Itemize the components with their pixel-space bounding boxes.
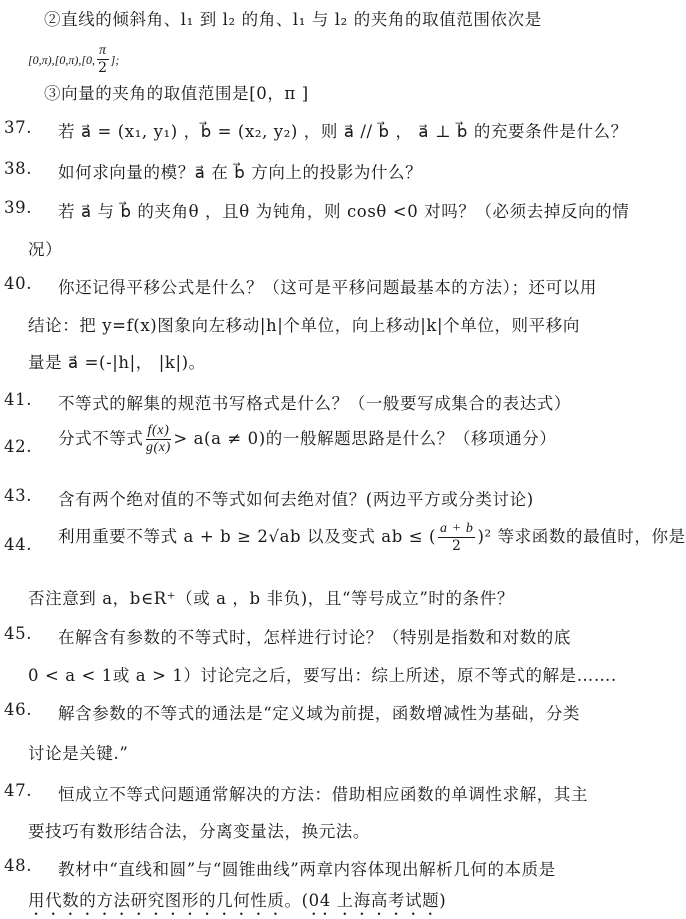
item-40-continued-2: 量是 a⃗ =(-|h|， |k|)。 <box>28 353 206 372</box>
fraction-pi-over-2: $\frac{\pi}{2}$ <box>98 43 108 76</box>
line-interval-values: [0,π),[0,π),[0, $\frac{\pi}{2}$ ]; <box>28 43 120 76</box>
item-40-continued-1: 结论：把 y=f(x)图象向左移动|h|个单位，向上移动|k|个单位，则平移向 <box>28 316 580 335</box>
document-page: ②直线的倾斜角、l₁ 到 l₂ 的角、l₁ 与 l₂ 的夹角的取值范围依次是 [0,π),[0,π),[0, $\frac{\pi}{2}$ ]; ③向量的夹角的取值范围是[0，π ] 37. 若 a⃗ = (x₁, y₁) ，b⃗ = (x₂, y₂) ，则 a⃗ // b⃗ ， a⃗ ⊥ b⃗ 的充要条件是什么？ 38. 如何求向量的模？a⃗ 在 b⃗ 方向上的投影为什么？ 39. 若 a⃗ 与 b⃗ 的夹角θ ，且θ 为钝角，则 cosθ <0 对吗？（必须去掉反向的情 况） 40. 你还记得平移公式是什么？（这可是平移问题最基本的方法）；还可以用 结论：把 y=f(x)图象向左移动|h|个单位，向上移动|k|个单位，则平移向 量是 a⃗ =(-|h|， |k|)。 41. 不等式的解集的规范书写格式是什么？（一般要写成集合的表达式） 42. 分式不等式 $\frac{f(x)}{g(x)}$ > a(a ≠ 0)的一般解题思路是什么？（移项通分） 43. 含有两个绝对值的不等式如何去绝对值？(两边平方或分类讨论) 44. 利用重要不等式 a + b ≥ 2√ab 以及变式 ab ≤ ( $\frac{a + b}{2}$ )² 等求函数的最值时，你是 否注意到 a，b∈R⁺（或 a ，b 非负)，且“等号成立”时的条件？ 45. 在解含有参数的不等式时，怎样进行讨论？（特别是指数和对数的底 0 < a < 1或 a > 1）讨论完之后，要写出：综上所述，原不等式的解是……. 46. 解含参数的不等式的通法是“定义域为前提，函数增减性为基础，分类 讨论是关键.” 47. 恒成立不等式问题通常解决的方法：借助相应函数的单调性求解，其主 要技巧有数形结合法，分离变量法，换元法。 48. 教材中“直线和圆”与“圆锥曲线”两章内容体现出解析几何的本质是 用代数的方法研究图形的几何性质。(04 上海高考试题) <box>0 0 640 918</box>
line-angle-ranges: ②直线的倾斜角、l₁ 到 l₂ 的角、l₁ 与 l₂ 的夹角的取值范围依次是 <box>44 10 542 29</box>
fraction-fx-over-gx: $\frac{f(x)}{g(x)}$ <box>145 423 171 455</box>
item-42-text: 分式不等式 $\frac{f(x)}{g(x)}$ > a(a ≠ 0)的一般解题思路是什么？（移项通分） <box>58 423 557 455</box>
item-45-continued: 0 < a < 1或 a > 1）讨论完之后，要写出：综上所述，原不等式的解是……. <box>28 666 617 685</box>
item-44-text: 利用重要不等式 a + b ≥ 2√ab 以及变式 ab ≤ ( $\frac{a + b}{2}$ )² 等求函数的最值时，你是 <box>58 521 686 554</box>
fraction-a-plus-b-over-2: $\frac{a + b}{2}$ <box>440 521 474 554</box>
item-39-continued: 况） <box>28 240 63 259</box>
item-46-continued: 讨论是关键.” <box>28 744 129 763</box>
item-48-continued: 用代数的方法研究图形的几何性质。(04 上海高考试题) <box>28 891 447 910</box>
item-44-continued: 否注意到 a，b∈R⁺（或 a ，b 非负)，且“等号成立”时的条件？ <box>28 589 514 608</box>
line-vector-angle-range: ③向量的夹角的取值范围是[0，π ] <box>44 84 309 103</box>
item-47-continued: 要技巧有数形结合法，分离变量法，换元法。 <box>28 822 370 841</box>
